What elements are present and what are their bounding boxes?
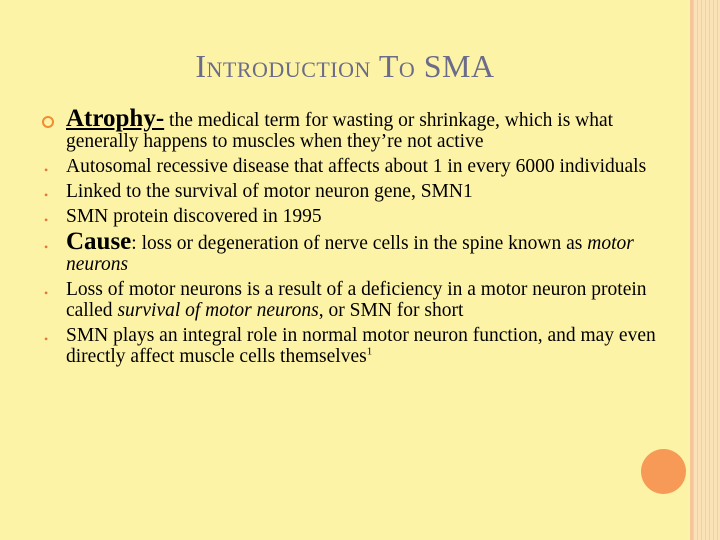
footnote-marker: 1 bbox=[366, 345, 373, 358]
bullet-text: Loss of motor neurons is a result of a deficiency in a motor neuron protein called bbox=[66, 279, 647, 321]
bullet-text: SMN protein discovered in 1995 bbox=[66, 206, 322, 227]
dot-bullet-icon: • bbox=[44, 213, 49, 227]
dot-bullet-icon: • bbox=[44, 240, 49, 254]
bullet-item-loss bbox=[40, 279, 660, 321]
decorative-circle bbox=[641, 449, 686, 494]
bullet-item-atrophy bbox=[40, 105, 660, 152]
bullet-item-discovered bbox=[40, 206, 660, 227]
bullet-item-cause bbox=[40, 228, 660, 275]
dot-bullet-icon: • bbox=[44, 163, 49, 177]
bullet-text: Linked to the survival of motor neuron gene, SMN1 bbox=[66, 181, 473, 202]
decorative-stripes bbox=[690, 0, 720, 540]
bullet-item-autosomal bbox=[40, 156, 660, 177]
term-atrophy: Atrophy- bbox=[66, 105, 165, 132]
bullet-text: , or SMN for short bbox=[318, 300, 464, 321]
dot-bullet-icon: • bbox=[44, 286, 49, 300]
bullet-item-smn-role bbox=[40, 325, 660, 367]
definition-atrophy: the medical term for wasting or shrinkage, which is what generally happens to muscles when they’re not active bbox=[66, 110, 614, 152]
dot-bullet-icon: • bbox=[44, 332, 49, 346]
circle-bullet-icon bbox=[42, 116, 54, 128]
bullet-text: : loss or degeneration of nerve cells in the spine known as bbox=[131, 233, 588, 254]
bullet-item-smn1 bbox=[40, 181, 660, 202]
bullet-text: SMN plays an integral role in normal motor neuron function, and may even directly affect muscle cells themselves bbox=[66, 325, 656, 367]
italic-term: survival of motor neurons bbox=[117, 300, 319, 321]
term-cause: Cause bbox=[66, 228, 132, 255]
italic-term: motor neurons bbox=[66, 233, 634, 275]
bullet-text: Autosomal recessive disease that affects about 1 in every 6000 individuals bbox=[66, 156, 647, 177]
dot-bullet-icon: • bbox=[44, 188, 49, 202]
slide-title: Introduction To SMA bbox=[195, 48, 495, 84]
bullet-list bbox=[40, 105, 660, 371]
